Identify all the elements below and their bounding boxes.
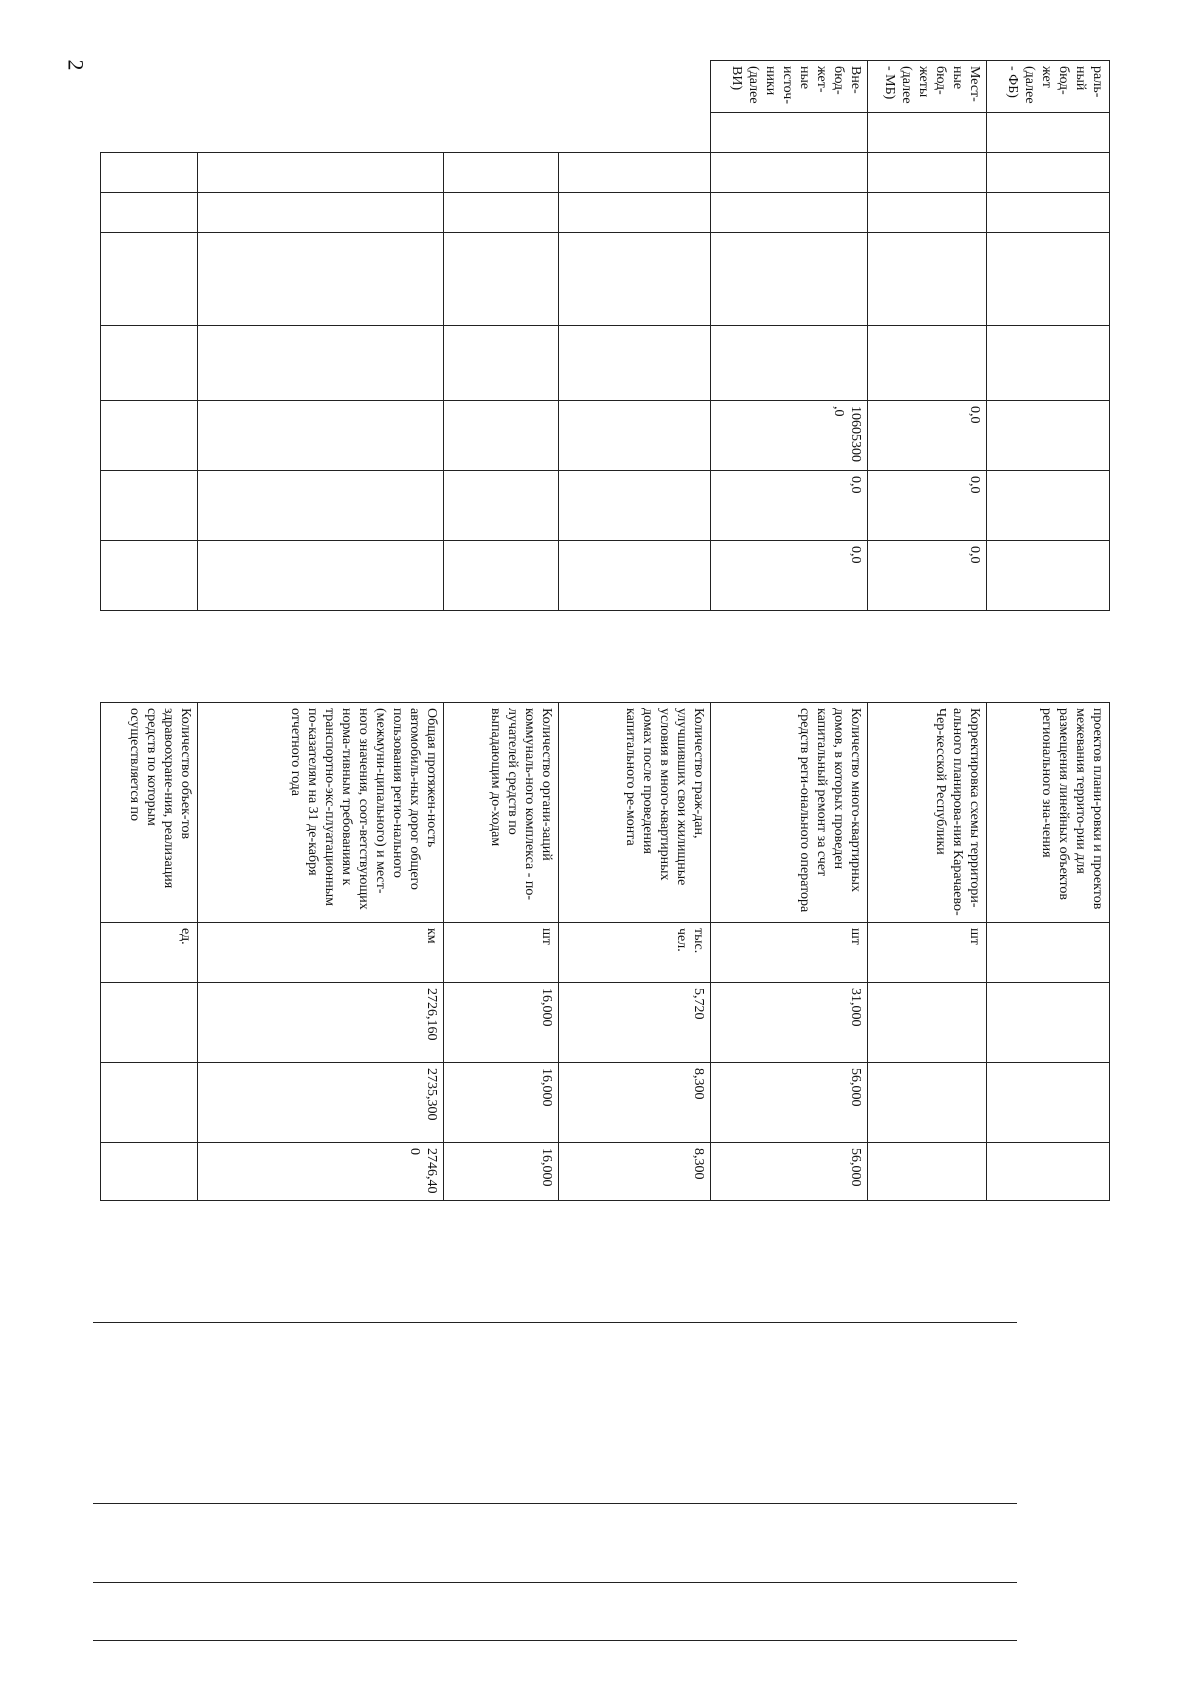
budget-value: 0,0: [710, 471, 867, 541]
indicator-unit: шт: [710, 923, 867, 983]
indicator-unit: шт: [867, 923, 987, 983]
indicator-value: 56,000: [710, 1143, 867, 1201]
indicator-name: Количество много-квартирных домов, в которых проведен капитальный ремонт за счет средств реги-онального оператора: [710, 703, 867, 923]
indicator-name: Корректировка схемы территори-ального планирова-ния Карачаево-Чер-кесской Республики: [867, 703, 987, 923]
table-row: [710, 61, 867, 1201]
indicator-value: 16,000: [444, 983, 559, 1063]
table-line: [93, 1582, 1017, 1583]
rotated-table-page: [100, 60, 1110, 1200]
indicator-name: проектов плани-ровки и проектов межевания террито-рии для размещения линейных объектов регионального зна-чения: [987, 703, 1110, 923]
budget-label: Мест-ные бюд-жеты (далее - МБ): [867, 61, 987, 113]
table-row: [101, 61, 198, 1201]
budget-value: 0,0: [867, 541, 987, 611]
budget-value: [987, 541, 1110, 611]
table-row: [559, 61, 710, 1201]
indicator-name: Количество объек-тов здравоохране-ния, реализация средств по которым осуществляется по: [101, 703, 198, 923]
indicator-value: 56,000: [710, 1063, 867, 1143]
indicator-value: 16,000: [444, 1063, 559, 1143]
table-line: [93, 1503, 1017, 1504]
program-table: [100, 60, 1110, 1201]
budget-value: 10605300,0: [710, 401, 867, 471]
indicator-value: 8,300: [559, 1143, 710, 1201]
indicator-unit: тыс. чел.: [559, 923, 710, 983]
table-row: [197, 61, 444, 1201]
indicator-name: Количество граж-дан, улучшивших свои жилищные условия в много-квартирных домах после проведения капитального ре-монта: [559, 703, 710, 923]
indicator-value: 2726,160: [197, 983, 444, 1063]
budget-value: [987, 471, 1110, 541]
indicator-value: [101, 1063, 198, 1143]
indicator-value: 2746,400: [197, 1143, 444, 1201]
indicator-name: Количество органи-заций коммуналь-ного комплекса - по-лучателей средств по выпадающим до-ходам: [444, 703, 559, 923]
indicator-value: [101, 983, 198, 1063]
indicator-value: [867, 1143, 987, 1201]
indicator-unit: км: [197, 923, 444, 983]
budget-value: 0,0: [867, 401, 987, 471]
indicator-name: Общая протяжен-ность автомобиль-ных дорог общего пользования регио-нального (межмуни-ципального) и мест-ного значения, соот-ветствующих норма-тивным требованиям к транспортно-экс-плуатационным по-казателям на 31 де-кабря отчетного года: [197, 703, 444, 923]
indicator-value: [867, 1063, 987, 1143]
page-number: 2: [63, 59, 89, 71]
indicator-value: [101, 1143, 198, 1201]
table-row: [987, 61, 1110, 1201]
table-line: [93, 1322, 1017, 1323]
budget-value: 0,0: [867, 471, 987, 541]
indicator-value: 8,300: [559, 1063, 710, 1143]
budget-value: 0,0: [710, 541, 867, 611]
budget-label: раль-ный бюд-жет (далее - ФБ): [987, 61, 1110, 113]
table-line: [93, 1640, 1017, 1641]
indicator-unit: ед.: [101, 923, 198, 983]
indicator-unit: [987, 923, 1110, 983]
budget-label: Вне-бюд-жет-ные источ-ники (далее ВИ): [710, 61, 867, 113]
indicator-value: 2735,300: [197, 1063, 444, 1143]
table-row: [867, 61, 987, 1201]
budget-value: [987, 401, 1110, 471]
table-row: [444, 61, 559, 1201]
indicator-value: 16,000: [444, 1143, 559, 1201]
indicator-value: [987, 983, 1110, 1063]
indicator-unit: шт: [444, 923, 559, 983]
indicator-value: [987, 1063, 1110, 1143]
indicator-value: 31,000: [710, 983, 867, 1063]
indicator-value: 5,720: [559, 983, 710, 1063]
indicator-value: [987, 1143, 1110, 1201]
indicator-value: [867, 983, 987, 1063]
